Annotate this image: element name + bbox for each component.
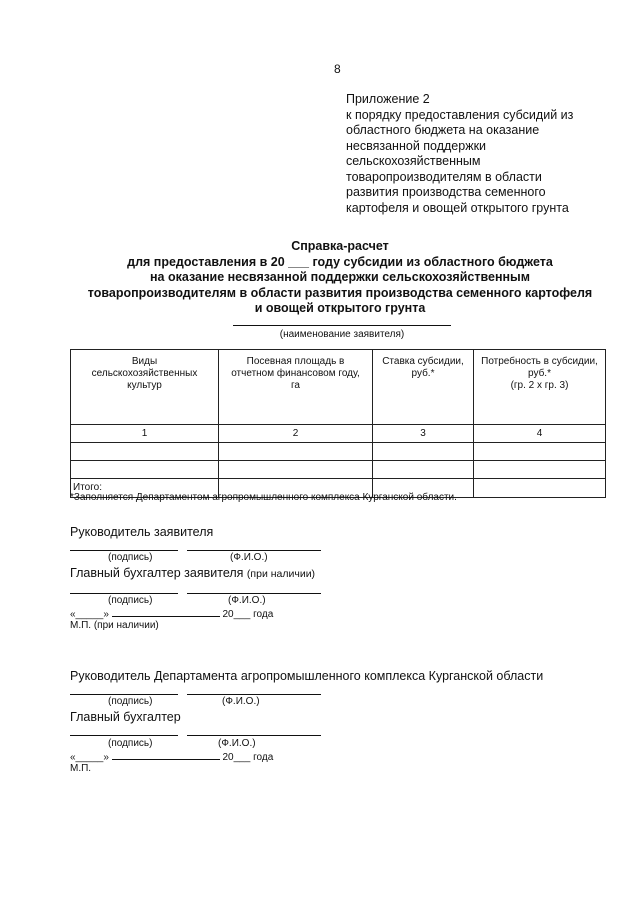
header-subsidy-rate: Ставка субсидии, руб.* — [373, 350, 474, 425]
signature-caption: (подпись) — [108, 595, 153, 606]
title-line: и овощей открытого грунта — [254, 301, 426, 315]
table-cell[interactable] — [373, 461, 474, 479]
column-number: 1 — [71, 425, 219, 443]
table-cell[interactable] — [474, 461, 606, 479]
table-cell[interactable] — [474, 479, 606, 498]
applicant-name-line[interactable] — [233, 325, 451, 326]
subsidy-table — [70, 349, 606, 498]
applicant-accountant-signature-line[interactable] — [70, 593, 178, 594]
applicant-accountant-fio-line[interactable] — [187, 593, 321, 594]
appendix-line: к порядку предоставления субсидий из — [346, 107, 574, 122]
header-sown-area: Посевная площадь в отчетном финансовом году, га — [219, 350, 373, 425]
column-number: 4 — [474, 425, 606, 443]
header-crop-types: Виды сельскохозяйственных культур — [71, 350, 219, 425]
table-row — [71, 461, 606, 479]
fio-caption: (Ф.И.О.) — [218, 738, 256, 749]
table-cell[interactable] — [71, 461, 219, 479]
department-accountant-title: Главный бухгалтер — [70, 710, 181, 724]
table-cell[interactable] — [71, 443, 219, 461]
fio-caption: (Ф.И.О.) — [222, 696, 260, 707]
page-number: 8 — [334, 62, 341, 76]
department-accountant-signature-line[interactable] — [70, 735, 178, 736]
applicant-head-signature-line[interactable] — [70, 550, 178, 551]
table-cell[interactable] — [474, 443, 606, 461]
document-title — [40, 239, 640, 317]
date-month-line[interactable] — [112, 750, 220, 760]
applicant-name-caption: (наименование заявителя) — [279, 329, 405, 340]
appendix-line: картофеля и овощей открытого грунта — [346, 200, 569, 215]
applicant-accountant-title: Главный бухгалтер заявителя (при наличии) — [70, 566, 316, 580]
applicant-head-fio-line[interactable] — [187, 550, 321, 551]
department-date: «_____» 20___ года — [70, 752, 274, 763]
department-head-title: Руководитель Департамента агропромышленного комплекса Курганской области — [70, 669, 544, 683]
appendix-line: товаропроизводителям в области — [346, 169, 542, 184]
department-seal: М.П. — [70, 763, 92, 774]
appendix-line: областного бюджета на оказание — [346, 123, 540, 137]
appendix-line: несвязанной поддержки — [346, 138, 487, 153]
department-head-fio-line[interactable] — [187, 694, 321, 695]
header-subsidy-need: Потребность в субсидии, руб.* (гр. 2 х гр. 3) — [474, 350, 606, 425]
appendix-line: сельскохозяйственным — [346, 154, 481, 168]
appendix-header — [346, 92, 616, 216]
title-line: Справка-расчет — [291, 239, 389, 253]
column-number: 2 — [219, 425, 373, 443]
applicant-head-title: Руководитель заявителя — [70, 525, 214, 539]
title-line: на оказание несвязанной поддержки сельскохозяйственным — [150, 270, 530, 284]
appendix-line: Приложение 2 — [346, 92, 430, 106]
total-label: Итого: — [71, 479, 219, 498]
date-month-line[interactable] — [112, 607, 220, 617]
table-cell[interactable] — [373, 443, 474, 461]
table-cell[interactable] — [219, 461, 373, 479]
table-row — [71, 443, 606, 461]
signature-caption: (подпись) — [108, 696, 153, 707]
department-head-signature-line[interactable] — [70, 694, 178, 695]
applicant-seal: М.П. (при наличии) — [70, 620, 159, 631]
title-line: товаропроизводителям в области развития производства семенного картофеля — [87, 285, 593, 300]
accountant-note: (при наличии) — [246, 568, 316, 580]
table-header-row — [71, 350, 606, 425]
fio-caption: (Ф.И.О.) — [228, 595, 266, 606]
fio-caption: (Ф.И.О.) — [230, 552, 268, 563]
applicant-date: «_____» 20___ года — [70, 609, 274, 620]
table-cell[interactable] — [219, 443, 373, 461]
appendix-line: развития производства семенного — [346, 185, 546, 199]
title-line: для предоставления в 20 ___ году субсидии из областного бюджета — [127, 254, 553, 269]
department-accountant-fio-line[interactable] — [187, 735, 321, 736]
column-number: 3 — [373, 425, 474, 443]
table-column-numbers-row — [71, 425, 606, 443]
signature-caption: (подпись) — [108, 738, 153, 749]
signature-caption: (подпись) — [108, 552, 153, 563]
footnote: *Заполняется Департаментом агропромышленного комплекса Курганской области. — [70, 492, 457, 503]
